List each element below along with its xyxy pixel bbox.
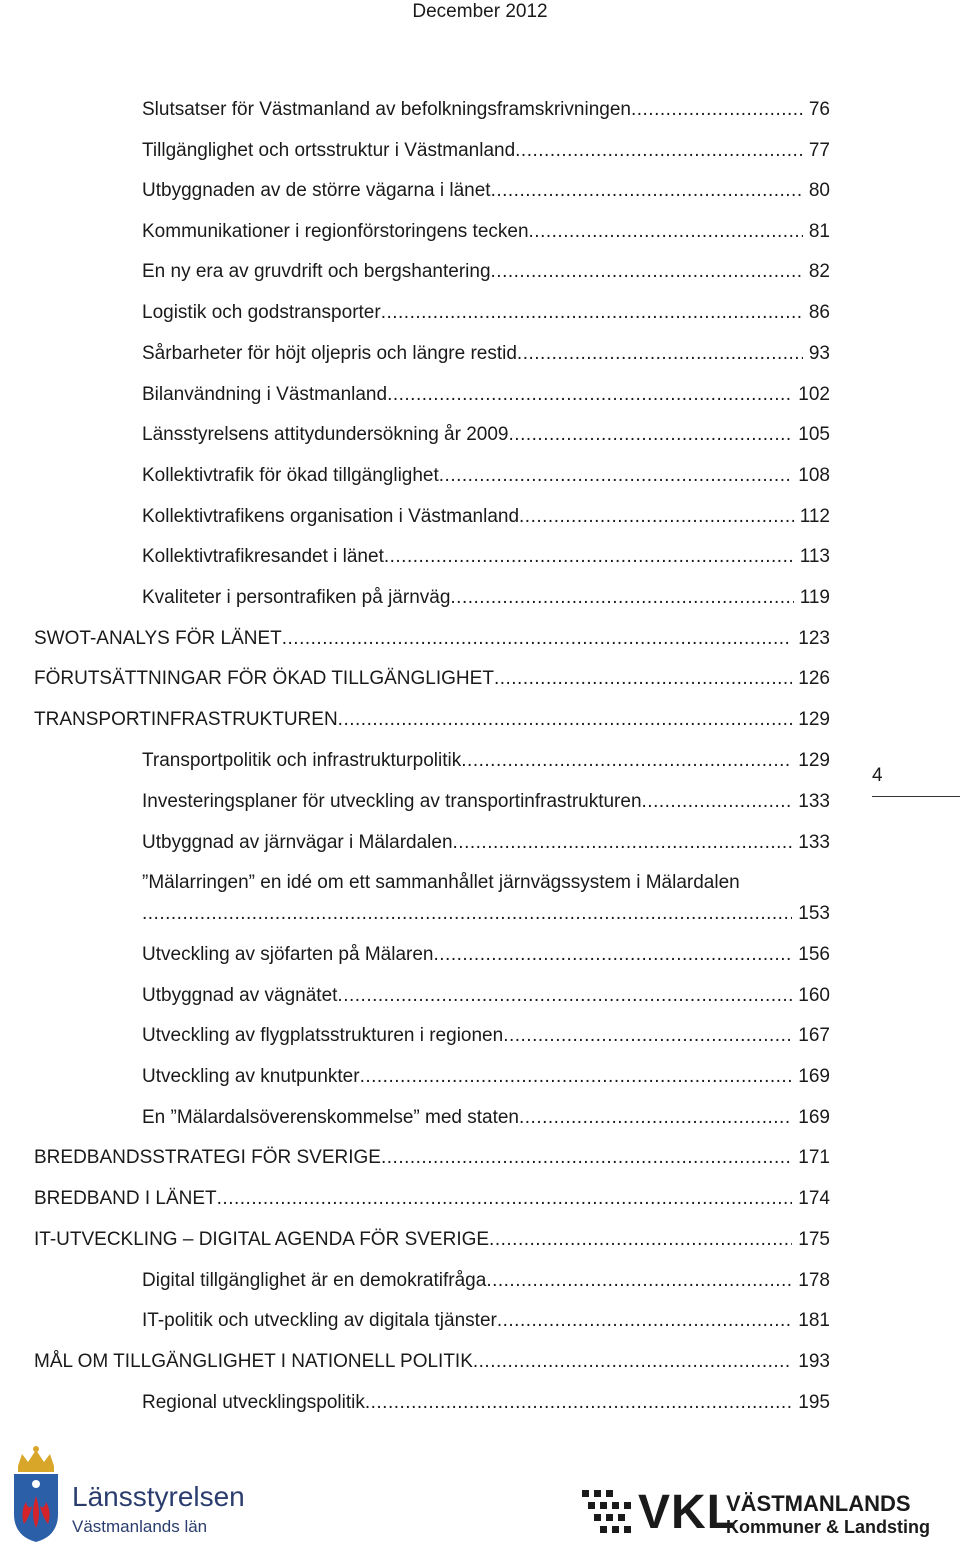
toc-entry-title: Transportpolitik och infrastrukturpolitik xyxy=(142,750,462,771)
toc-entry[interactable] xyxy=(142,1064,830,1090)
toc-entry-page: 169 xyxy=(798,1107,830,1128)
toc-entry-page: 133 xyxy=(798,832,830,853)
vkl-region: VÄSTMANLANDS xyxy=(726,1491,911,1516)
toc-leader-dots xyxy=(486,1268,792,1294)
toc-entry-leader-line xyxy=(142,901,830,927)
toc-entry-title: FÖRUTSÄTTNINGAR FÖR ÖKAD TILLGÄNGLIGHET xyxy=(34,668,494,689)
toc-entry-title: Kvaliteter i persontrafiken på järnväg xyxy=(142,587,451,608)
toc-entry-title: Sårbarheter för höjt oljepris och längre restid xyxy=(142,343,517,364)
toc-entry-page: 93 xyxy=(808,343,830,364)
toc-leader-dots xyxy=(387,382,792,408)
toc-leader-dots xyxy=(473,1349,792,1375)
toc-entry-page: 112 xyxy=(799,506,830,527)
toc-entry-page: 181 xyxy=(798,1310,830,1331)
toc-leader-dots xyxy=(461,748,792,774)
toc-entry-page: 169 xyxy=(798,1066,830,1087)
toc-entry-title: Slutsatser för Västmanland av befolkningsframskrivningen xyxy=(142,99,631,120)
toc-entry-page: 129 xyxy=(798,709,830,730)
toc-entry-page: 108 xyxy=(798,465,830,486)
toc-entry-page: 102 xyxy=(798,384,830,405)
toc-leader-dots xyxy=(497,1308,792,1334)
toc-leader-dots xyxy=(360,1064,793,1090)
toc-entry-page: 195 xyxy=(798,1392,830,1413)
toc-entry-page: 81 xyxy=(808,221,830,242)
page-number-rule xyxy=(872,796,960,797)
toc-entry-page: 167 xyxy=(798,1025,830,1046)
toc-entry-page: 133 xyxy=(798,791,830,812)
toc-leader-dots xyxy=(381,300,803,326)
toc-entry[interactable] xyxy=(34,1227,830,1253)
toc-entry[interactable] xyxy=(34,1349,830,1375)
toc-entry-page: 113 xyxy=(799,546,830,567)
toc-entry-page: 178 xyxy=(798,1270,830,1291)
toc-leader-dots xyxy=(519,504,794,530)
toc-entry[interactable] xyxy=(142,259,830,285)
toc-entry-title: IT-politik och utveckling av digitala tjänster xyxy=(142,1310,497,1331)
toc-entry-title: Utbyggnad av järnvägar i Mälardalen xyxy=(142,832,453,853)
vkl-dot-pattern-icon xyxy=(580,1488,634,1542)
toc-entry-title: Utbyggnad av vägnätet xyxy=(142,985,338,1006)
toc-leader-dots xyxy=(494,666,792,692)
toc-entry-page: 175 xyxy=(798,1229,830,1250)
toc-entry[interactable] xyxy=(142,422,830,448)
toc-entry-page: 105 xyxy=(798,424,830,445)
toc-entry-page: 77 xyxy=(808,140,830,161)
toc-entry-title: BREDBAND I LÄNET xyxy=(34,1188,217,1209)
toc-entry-title: BREDBANDSSTRATEGI FÖR SVERIGE xyxy=(34,1147,381,1168)
toc-entry-page: 171 xyxy=(798,1147,830,1168)
toc-leader-dots xyxy=(491,259,803,285)
vkl-subtitle: Kommuner & Landsting xyxy=(726,1517,931,1537)
toc-entry-title: Utveckling av flygplatsstrukturen i regionen xyxy=(142,1025,504,1046)
toc-leader-dots xyxy=(439,463,793,489)
toc-entry[interactable] xyxy=(142,178,830,204)
toc-leader-dots xyxy=(453,830,793,856)
toc-entry-title: Kommunikationer i regionförstoringens tecken xyxy=(142,221,529,242)
toc-entry[interactable] xyxy=(34,1145,830,1171)
toc-entry-page: 80 xyxy=(808,180,830,201)
toc-entry-title: Investeringsplaner för utveckling av transportinfrastrukturen xyxy=(142,791,642,812)
toc-entry-title: Kollektivtrafikresandet i länet xyxy=(142,546,384,567)
toc-leader-dots xyxy=(503,1023,792,1049)
toc-entry[interactable] xyxy=(142,983,830,1009)
lansstyrelsen-subtitle: Västmanlands län xyxy=(72,1517,208,1536)
lansstyrelsen-logo xyxy=(8,1444,258,1544)
toc-entry-title: Kollektivtrafikens organisation i Västmanland xyxy=(142,506,520,527)
toc-leader-dots xyxy=(338,707,793,733)
toc-entry[interactable] xyxy=(142,382,830,408)
toc-entry[interactable] xyxy=(34,1186,830,1212)
toc-entry[interactable] xyxy=(142,97,830,123)
toc-entry-title: Tillgänglighet och ortsstruktur i Västmanland xyxy=(142,140,516,161)
vkl-logo xyxy=(580,1486,950,1544)
toc-entry-title: TRANSPORTINFRASTRUKTUREN xyxy=(34,709,338,730)
toc-entry[interactable] xyxy=(142,1308,830,1334)
toc-entry-title: Utveckling av sjöfarten på Mälaren xyxy=(142,944,434,965)
toc-leader-dots xyxy=(433,942,792,968)
toc-entry[interactable] xyxy=(142,830,830,856)
toc-entry-title: Logistik och godstransporter xyxy=(142,302,381,323)
lansstyrelsen-wordmark: Länsstyrelsen xyxy=(72,1481,245,1512)
toc-entry[interactable] xyxy=(34,666,830,692)
toc-entry-title: En ny era av gruvdrift och bergshantering xyxy=(142,261,491,282)
toc-leader-dots xyxy=(642,789,793,815)
toc-entry-title: Utbyggnaden av de större vägarna i länet xyxy=(142,180,491,201)
toc-entry[interactable] xyxy=(142,544,830,570)
toc-leader-dots xyxy=(509,422,793,448)
toc-entry[interactable] xyxy=(142,341,830,367)
toc-leader-dots xyxy=(631,97,803,123)
toc-entry[interactable] xyxy=(34,707,830,733)
toc-entry[interactable] xyxy=(142,1390,830,1416)
toc-entry-page: 123 xyxy=(798,628,830,649)
toc-leader-dots xyxy=(515,138,803,164)
toc-leader-dots xyxy=(529,219,803,245)
toc-entry-title: MÅL OM TILLGÄNGLIGHET I NATIONELL POLITIK xyxy=(34,1351,473,1372)
toc-entry[interactable] xyxy=(142,1268,830,1294)
toc-entry-title: Utveckling av knutpunkter xyxy=(142,1066,360,1087)
toc-entry[interactable] xyxy=(142,942,830,968)
toc-entry-title: En ”Mälardalsöverenskommelse” med staten xyxy=(142,1107,519,1128)
toc-leader-dots xyxy=(489,1227,792,1253)
toc-entry-title: Digital tillgänglighet är en demokratifråga xyxy=(142,1270,487,1291)
toc-leader-dots xyxy=(450,585,793,611)
toc-entry-page: 82 xyxy=(808,261,830,282)
toc-leader-dots xyxy=(519,1105,792,1131)
toc-entry[interactable] xyxy=(34,626,830,652)
toc-entry-title: Regional utvecklingspolitik xyxy=(142,1392,365,1413)
toc-entry-page: 76 xyxy=(808,99,830,120)
toc-entry-page: 126 xyxy=(798,668,830,689)
toc-leader-dots xyxy=(142,901,792,927)
toc-entry-page: 153 xyxy=(798,903,830,924)
toc-entry[interactable] xyxy=(142,1023,830,1049)
toc-entry-title: Länsstyrelsens attitydundersökning år 2009 xyxy=(142,424,509,445)
toc-leader-dots xyxy=(337,983,792,1009)
toc-entry-page: 174 xyxy=(798,1188,830,1209)
page-number: 4 xyxy=(872,765,883,786)
toc-leader-dots xyxy=(217,1186,793,1212)
toc-entry-title: Kollektivtrafik för ökad tillgänglighet xyxy=(142,465,439,486)
toc-entry[interactable] xyxy=(142,219,830,245)
toc-entry[interactable] xyxy=(142,504,830,530)
header-date: December 2012 xyxy=(412,1,548,22)
toc-entry-title: IT-UTVECKLING – DIGITAL AGENDA FÖR SVERIGE xyxy=(34,1229,490,1250)
toc-entry[interactable] xyxy=(142,748,830,774)
toc-leader-dots xyxy=(384,544,794,570)
toc-entry-page: 86 xyxy=(808,302,830,323)
toc-entry-page: 160 xyxy=(798,985,830,1006)
toc-leader-dots xyxy=(517,341,803,367)
vkl-wordmark: VKL xyxy=(638,1486,737,1539)
toc-entry-page: 129 xyxy=(798,750,830,771)
toc-entry-title: Bilanvändning i Västmanland xyxy=(142,384,388,405)
toc-entry[interactable] xyxy=(142,789,830,815)
toc-leader-dots xyxy=(282,626,793,652)
toc-entry-page: 156 xyxy=(798,944,830,965)
toc-entry[interactable] xyxy=(142,1105,830,1131)
toc-leader-dots xyxy=(381,1145,792,1171)
toc-leader-dots xyxy=(491,178,803,204)
toc-entry-page: 193 xyxy=(798,1351,830,1372)
toc-entry[interactable] xyxy=(142,463,830,489)
toc-leader-dots xyxy=(365,1390,792,1416)
toc-entry-title: SWOT-ANALYS FÖR LÄNET xyxy=(34,628,282,649)
toc-entry[interactable] xyxy=(142,138,830,164)
toc-entry-title: ”Mälarringen” en idé om ett sammanhållet järnvägssystem i Mälardalen xyxy=(142,872,740,893)
toc-entry-page: 119 xyxy=(799,587,830,608)
toc-entry[interactable] xyxy=(142,300,830,326)
toc-entry[interactable] xyxy=(142,585,830,611)
crest-icon xyxy=(8,1444,64,1544)
